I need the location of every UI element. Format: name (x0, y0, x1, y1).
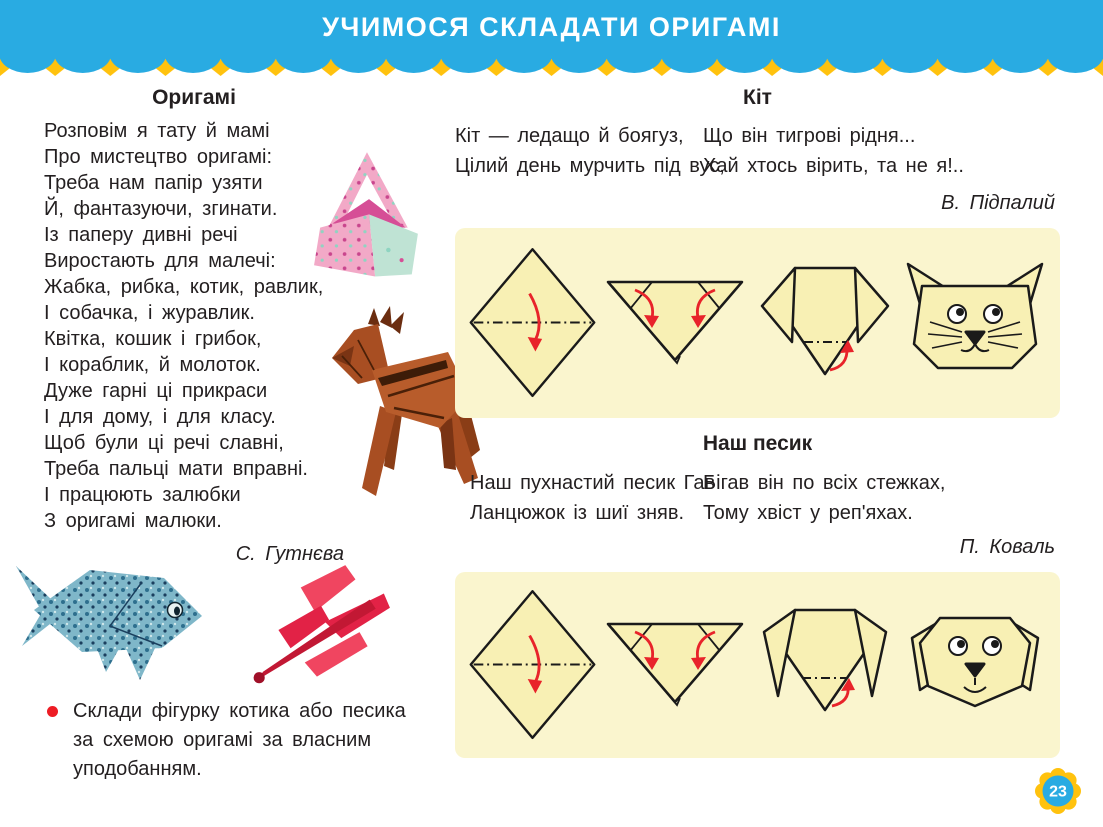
poem-line: Тому хвіст у реп'яхах. (703, 502, 913, 524)
task-bullet (47, 706, 58, 717)
poem-line: Наш пухнастий песик Гав (470, 472, 716, 494)
poem-line: Жабка, рибка, котик, равлик, (44, 276, 324, 298)
poem-line: Хай хтось вірить, та не я!.. (703, 155, 964, 177)
dog-fold-step-2 (600, 609, 750, 721)
page-title: УЧИМОСЯ СКЛАДАТИ ОРИГАМІ (322, 11, 781, 42)
poem-line: Щоб були ці речі славні, (44, 432, 284, 454)
poem-line: Й, фантазуючи, згинати. (44, 198, 278, 220)
poem-line: Про мистецтво оригамі: (44, 146, 272, 168)
origami-basket-photo (312, 150, 424, 295)
poem-line: Кіт — ледащо й боягуз, (455, 125, 684, 147)
poem-line: Цілий день мурчить під вус, (455, 155, 725, 177)
poem-dog-stanza-left (470, 468, 715, 528)
cat-fold-step-3 (750, 256, 900, 391)
dog-fold-step-1 (465, 585, 600, 745)
poem-line: З оригамі малюки. (44, 510, 222, 532)
page-header (0, 0, 1103, 54)
poem-line: І для дому, і для класу. (44, 406, 276, 428)
poem-dog-author: П. Коваль (959, 536, 1055, 558)
cat-fold-step-2 (600, 267, 750, 379)
poem-dog-stanza-right (703, 468, 945, 528)
poem-origami-author: С. Гутнєва (235, 543, 344, 565)
task-line: Склади фігурку котика або песика (73, 700, 406, 722)
cat-folding-diagram-panel (455, 228, 1060, 418)
page-number: 23 (1049, 783, 1067, 801)
poem-line: І працюють залюбки (44, 484, 241, 506)
poem-cat-stanza-right (703, 121, 964, 181)
poem-cat-stanza-left (455, 121, 725, 181)
poem-line: І собачка, і журавлик. (44, 302, 255, 324)
poem-line: Розповім я тату й мамі (44, 120, 270, 142)
poem-line: Виростають для малечі: (44, 250, 276, 272)
poem-cat-author: В. Підпалий (941, 192, 1055, 214)
cat-face-result (900, 256, 1050, 391)
task-line: за схемою оригамі за власним (73, 729, 372, 751)
poem-line: Що він тигрові рідня... (703, 125, 916, 147)
poem-line: Треба нам папір узяти (44, 172, 263, 194)
poem-line: Ланцюжок із шиї зняв. (470, 502, 685, 524)
poem-line: Із паперу дивні речі (44, 224, 238, 246)
poem-line: І кораблик, й молоток. (44, 354, 261, 376)
poem-cat-title: Кіт (743, 86, 772, 109)
origami-fish-photo (12, 550, 217, 692)
origami-dragonfly-photo (248, 563, 395, 690)
poem-origami-title: Оригамі (152, 86, 236, 109)
cat-fold-step-1 (465, 243, 600, 403)
poem-line: Бігав він по всіх стежках, (703, 472, 946, 494)
poem-line: Квітка, кошик і грибок, (44, 328, 262, 350)
task-text (73, 697, 453, 784)
page-number-badge (1034, 767, 1082, 815)
poem-origami (44, 118, 323, 534)
poem-line: Треба пальці мати вправні. (44, 458, 308, 480)
poem-dog-title: Наш песик (702, 432, 813, 455)
poem-line: Дуже гарні ці прикраси (44, 380, 268, 402)
dog-fold-step-3 (750, 598, 900, 733)
task-line: уподобанням. (73, 758, 202, 780)
dog-face-result (900, 598, 1050, 733)
dog-folding-diagram-panel (455, 572, 1060, 758)
scallop-border (0, 54, 1103, 78)
